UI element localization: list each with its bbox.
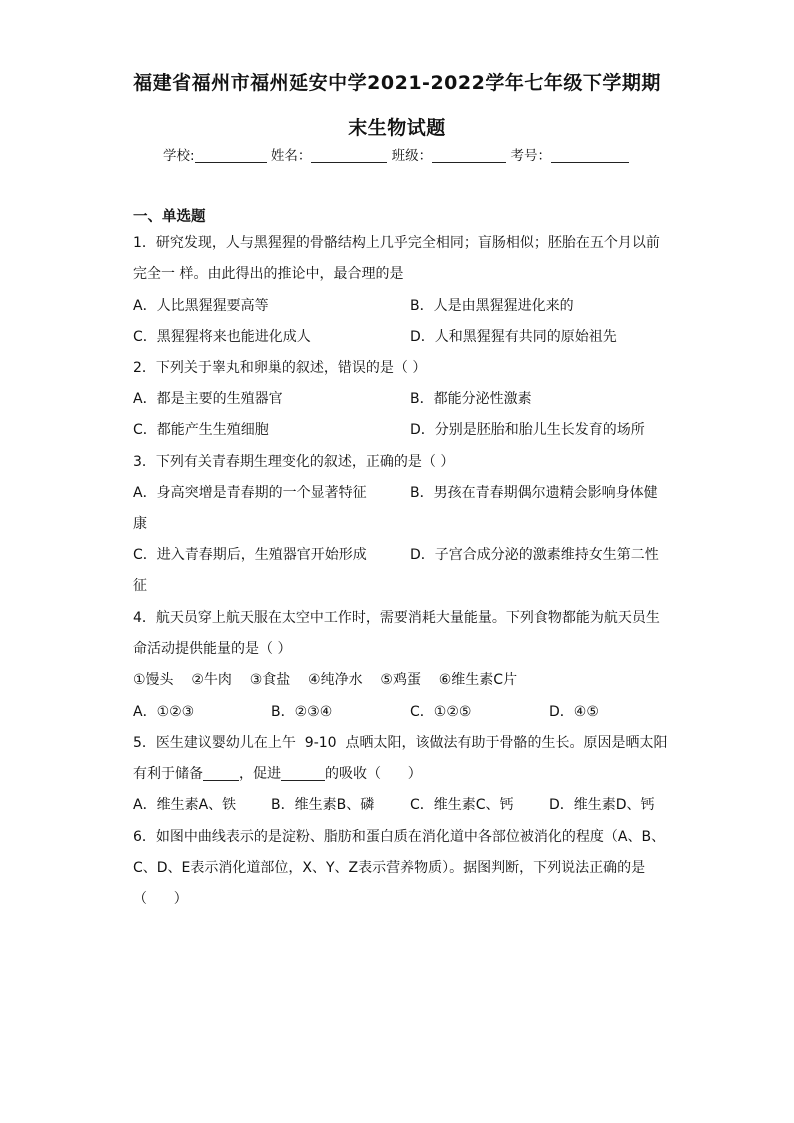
question-5-blank-2[interactable] bbox=[281, 766, 325, 781]
name-label: 姓名： bbox=[270, 148, 312, 164]
question-3-option-a[interactable]: A．身高突增是青春期的一个显著特征 bbox=[133, 485, 367, 501]
class-label: 班级： bbox=[391, 148, 433, 164]
question-5-option-b[interactable]: B．维生素B、磷 bbox=[271, 797, 375, 813]
question-5-stem: 5．医生建议婴幼儿在上午 9-10 点晒太阳，该做法有助于骨骼的生长。原因是晒太阳 bbox=[133, 735, 668, 751]
question-5-option-a[interactable]: A．维生素A、铁 bbox=[133, 797, 237, 813]
question-1-option-b[interactable]: B．人是由黑猩猩进化来的 bbox=[410, 298, 574, 314]
exam-title-line2: 末生物试题 bbox=[348, 117, 446, 139]
question-4-stem-cont: 命活动提供能量的是（ ） bbox=[133, 641, 292, 657]
question-4-option-a[interactable]: A．①②③ bbox=[133, 704, 195, 720]
question-5-option-c[interactable]: C．维生素C、钙 bbox=[410, 797, 514, 813]
question-1-option-c[interactable]: C．黑猩猩将来也能进化成人 bbox=[133, 329, 311, 345]
question-3-option-b[interactable]: B．男孩在青春期偶尔遗精会影响身体健 bbox=[410, 485, 658, 501]
question-4-stem: 4．航天员穿上航天服在太空中工作时，需要消耗大量能量。下列食物都能为航天员生 bbox=[133, 610, 660, 626]
question-5-option-d[interactable]: D．维生素D、钙 bbox=[549, 797, 655, 813]
question-2-stem: 2．下列关于睾丸和卵巢的叙述，错误的是（ ） bbox=[133, 360, 427, 376]
exam-title-line1: 福建省福州市福州延安中学2021-2022学年七年级下学期期 bbox=[133, 72, 661, 94]
question-1-stem: 1．研究发现，人与黑猩猩的骨骼结构上几乎完全相同；盲肠相似；胚胎在五个月以前 bbox=[133, 235, 660, 251]
question-5-text-c: 的吸收（ ） bbox=[325, 766, 422, 782]
question-2-option-d[interactable]: D．分别是胚胎和胎儿生长发育的场所 bbox=[410, 422, 645, 438]
question-6-answer-bracket: （ ） bbox=[133, 891, 188, 907]
question-1-stem-cont: 完全一 样。由此得出的推论中，最合理的是 bbox=[133, 266, 404, 282]
question-5-text-b: ，促进 bbox=[239, 766, 281, 782]
school-blank[interactable] bbox=[195, 148, 267, 163]
question-6-stem-cont: C、D、E表示消化道部位，X、Y、Z表示营养物质）。据图判断，下列说法正确的是 bbox=[133, 860, 646, 876]
question-2-option-a[interactable]: A．都是主要的生殖器官 bbox=[133, 391, 283, 407]
question-2-option-b[interactable]: B．都能分泌性激素 bbox=[410, 391, 532, 407]
question-5-blank-1[interactable] bbox=[203, 766, 239, 781]
question-3-option-b-cont: 康 bbox=[133, 516, 147, 532]
question-3-option-c[interactable]: C．进入青春期后，生殖器官开始形成 bbox=[133, 547, 367, 563]
question-3-stem: 3．下列有关青春期生理变化的叙述，正确的是（ ） bbox=[133, 454, 455, 470]
question-6-stem: 6．如图中曲线表示的是淀粉、脂肪和蛋白质在消化道中各部位被消化的程度（A、B、 bbox=[133, 829, 666, 845]
question-1-option-a[interactable]: A．人比黑猩猩要高等 bbox=[133, 298, 269, 314]
question-5-stem-cont bbox=[133, 765, 422, 783]
number-label: 考号： bbox=[510, 148, 551, 164]
question-4-option-d[interactable]: D．④⑤ bbox=[549, 704, 599, 720]
question-3-option-d[interactable]: D．子宫合成分泌的激素维持女生第二性 bbox=[410, 547, 659, 563]
student-info-row bbox=[163, 144, 629, 164]
question-5-text-a: 有利于储备 bbox=[133, 766, 203, 782]
school-label: 学校: bbox=[163, 148, 195, 164]
class-blank[interactable] bbox=[432, 148, 506, 163]
question-3-option-d-cont: 征 bbox=[133, 578, 147, 594]
number-blank[interactable] bbox=[551, 148, 629, 163]
question-1-option-d[interactable]: D．人和黑猩猩有共同的原始祖先 bbox=[410, 329, 617, 345]
question-4-option-b[interactable]: B．②③④ bbox=[271, 704, 333, 720]
question-4-food-list: ①馒头 ②牛肉 ③食盐 ④纯净水 ⑤鸡蛋 ⑥维生素C片 bbox=[133, 672, 518, 688]
name-blank[interactable] bbox=[311, 148, 387, 163]
section-title: 一、单选题 bbox=[133, 209, 206, 225]
question-4-option-c[interactable]: C．①②⑤ bbox=[410, 704, 472, 720]
question-2-option-c[interactable]: C．都能产生生殖细胞 bbox=[133, 422, 269, 438]
